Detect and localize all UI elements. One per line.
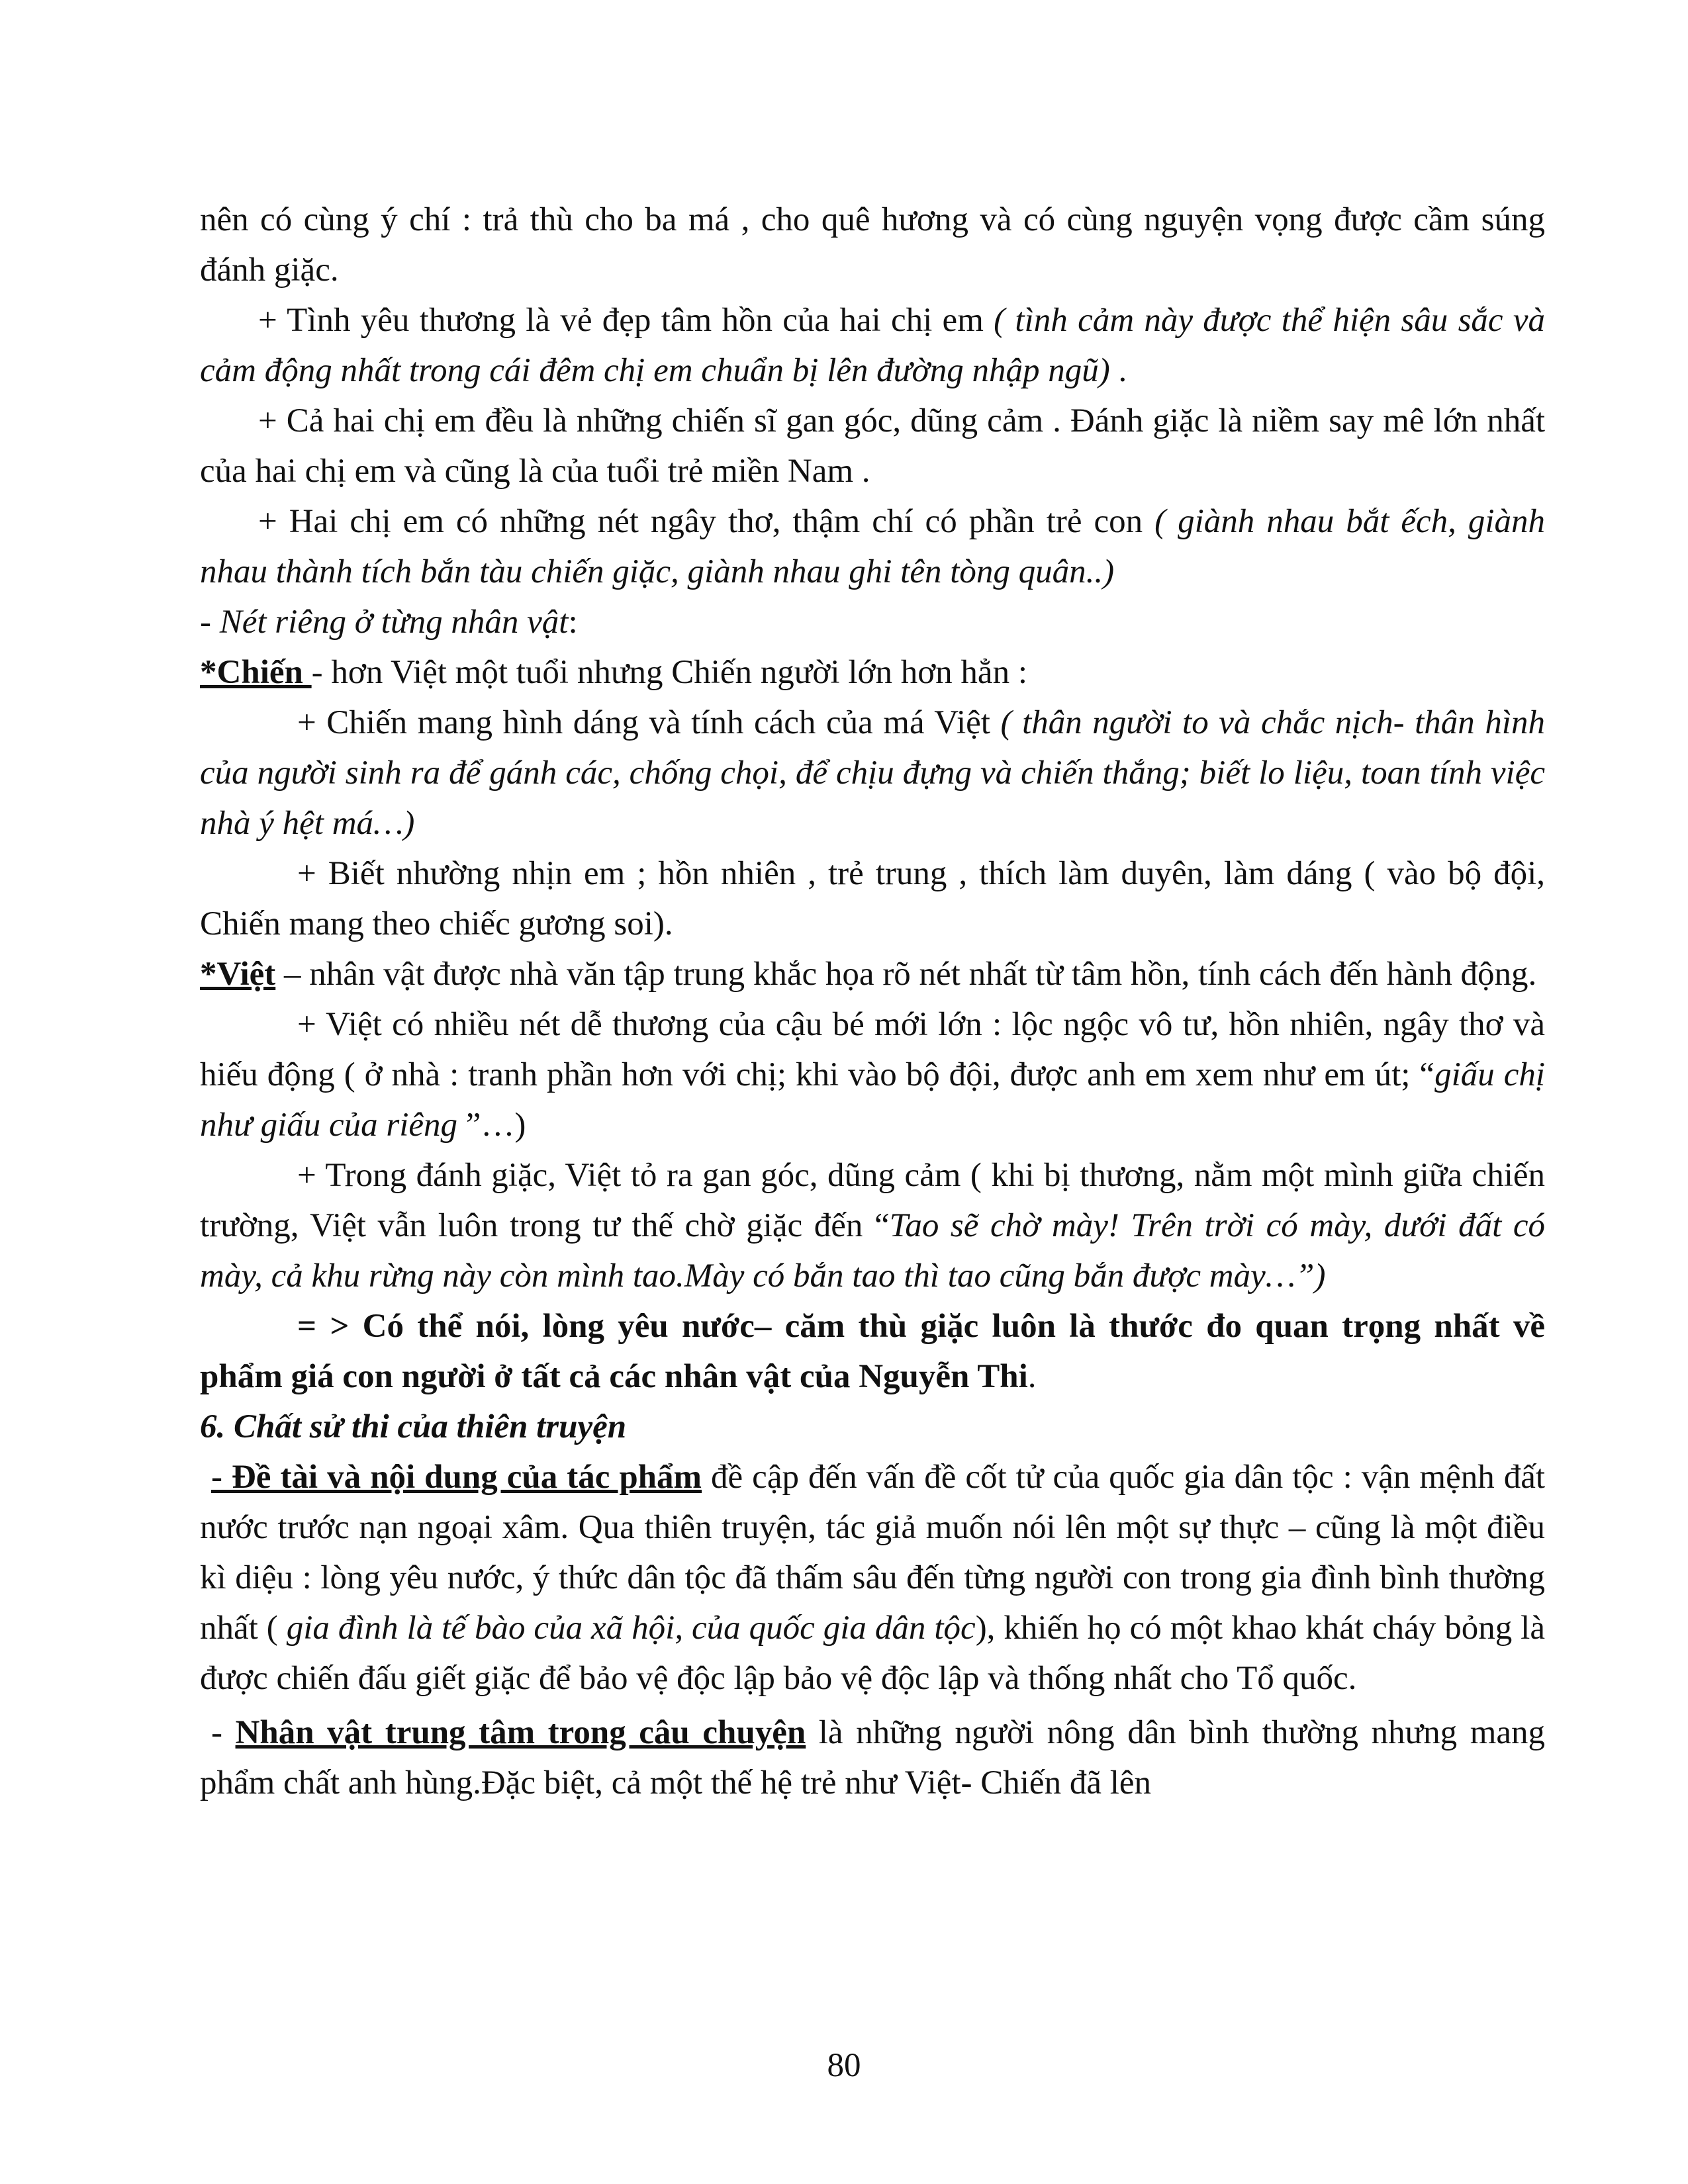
chien-intro-text: - hơn Việt một tuổi nhưng Chiến người lớn hơn hẳn : <box>311 654 1027 691</box>
viet-cute-quote: giấu chị như giấu của riêng <box>200 1056 1546 1144</box>
paragraph-shared-will: nên có cùng ý chí : trả thù cho ba má , cho quê hương và có cùng nguyện vọng được cầm súng đánh giặc. <box>200 201 1545 289</box>
paragraph-central-characters <box>200 1707 1545 1808</box>
paragraph-chien-intro <box>200 647 1545 698</box>
central-label: Nhân vật trung tâm trong câu chuyện <box>235 1714 806 1751</box>
paragraph-viet-battle <box>200 1150 1545 1301</box>
central-text: là những người nông dân bình thường nhưng mang phẩm chất anh hùng.Đặc biệt, cả một thế hệ trẻ như Việt- Chiến đã lên <box>200 1714 1546 1801</box>
chien-appearance-text: + Chiến mang hình dáng và tính cách của má Việt <box>297 704 1001 741</box>
paragraph-viet-cute <box>200 999 1545 1150</box>
love-italic-note: ( tình cảm này được thể hiện sâu sắc và cảm động nhất trong cái đêm chị em chuẩn bị lên đường nhập ngũ) <box>200 302 1545 389</box>
page-number: 80 <box>827 2047 861 2084</box>
conclusion-text: = > Có thể nói, lòng yêu nước– căm thù giặc luôn là thước đo quan trọng nhất về phẩm giá con người ở tất cả các nhân vật của Nguyễn Thi <box>200 1308 1545 1395</box>
theme-italic: gia đình là tế bào của xã hội, của quốc gia dân tộc <box>286 1610 976 1647</box>
individual-traits-colon: : <box>568 604 578 641</box>
paragraph-chien-appearance <box>200 698 1545 848</box>
paragraph-love <box>200 295 1545 396</box>
section-heading-epic: 6. Chất sử thi của thiên truyện <box>200 1408 627 1445</box>
love-text: + Tình yêu thương là vẻ đẹp tâm hồn của hai chị em <box>258 302 994 339</box>
theme-text-end: ), khiến họ có một khao khát cháy bỏng là được chiến đấu giết giặc để bảo vệ độc lập bảo vệ độc lập và thống nhất cho Tổ quốc. <box>200 1610 1545 1697</box>
viet-cute-text: + Việt có nhiều nét dễ thương của cậu bé mới lớn : lộc ngộc vô tư, hồn nhiên, ngây thơ và hiếu động ( ở nhà : tranh phần hơn với chị; khi vào bộ đội, được anh em xem như em út; “ <box>200 1006 1545 1093</box>
document-body <box>200 195 1545 1808</box>
central-dash: - <box>211 1714 236 1751</box>
paragraph-chien-yield: + Biết nhường nhịn em ; hồn nhiên , trẻ trung , thích làm duyên, làm dáng ( vào bộ đội, Chiến mang theo chiếc gương soi). <box>200 855 1545 942</box>
paragraph-conclusion <box>200 1301 1545 1402</box>
love-end: . <box>1109 352 1127 389</box>
paragraph-brave: + Cả hai chị em đều là những chiến sĩ gan góc, dũng cảm . Đánh giặc là niềm say mê lớn nhất của hai chị em và cũng là của tuổi trẻ miền Nam . <box>200 402 1545 490</box>
viet-intro-text: – nhân vật được nhà văn tập trung khắc họa rõ nét nhất từ tâm hồn, tính cách đến hành động. <box>275 956 1537 993</box>
viet-label: *Việt <box>200 956 276 993</box>
viet-battle-text: + Trong đánh giặc, Việt tỏ ra gan góc, dũng cảm ( khi bị thương, nằm một mình giữa chiến trường, Việt vẫn luôn trong tư thế chờ giặc đến “ <box>200 1157 1545 1244</box>
innocent-italic-note: ( giành nhau bắt ếch, giành nhau thành tích bắn tàu chiến giặc, giành nhau ghi tên tòng quân..) <box>200 503 1545 590</box>
viet-cute-end: ”…) <box>457 1107 526 1144</box>
paragraph-innocent <box>200 496 1545 597</box>
theme-text: đề cập đến vấn đề cốt tử của quốc gia dân tộc : vận mệnh đất nước trước nạn ngoại xâm. Qua thiên truyện, tác giả muốn nói lên một sự thực – cũng là một điều kì diệu : lòng yêu nước, ý thức dân tộc đã thấm sâu đến từng người con trong gia đình bình thường nhất ( <box>200 1459 1546 1647</box>
individual-traits-label: - Nét riêng ở từng nhân vật <box>200 604 569 641</box>
viet-battle-quote: Tao sẽ chờ mày! Trên trời có mày, dưới đất có mày, cả khu rừng này còn mình tao.Mày có bắn tao thì tao cũng bắn được mày…”) <box>200 1207 1545 1295</box>
theme-label: - Đề tài và nội dung của tác phẩm <box>211 1459 702 1496</box>
chien-label: *Chiến <box>200 654 312 691</box>
chien-appearance-italic: ( thân người to và chắc nịch- thân hình của người sinh ra để gánh các, chống chọi, để chịu đựng và chiến thắng; biết lo liệu, toan tính việc nhà ý hệt má…) <box>200 704 1545 842</box>
innocent-text: + Hai chị em có những nét ngây thơ, thậm chí có phần trẻ con <box>258 503 1155 540</box>
conclusion-period: . <box>1027 1358 1037 1395</box>
paragraph-theme <box>200 1452 1545 1704</box>
heading-individual-traits <box>200 597 1545 647</box>
paragraph-viet-intro <box>200 949 1545 999</box>
